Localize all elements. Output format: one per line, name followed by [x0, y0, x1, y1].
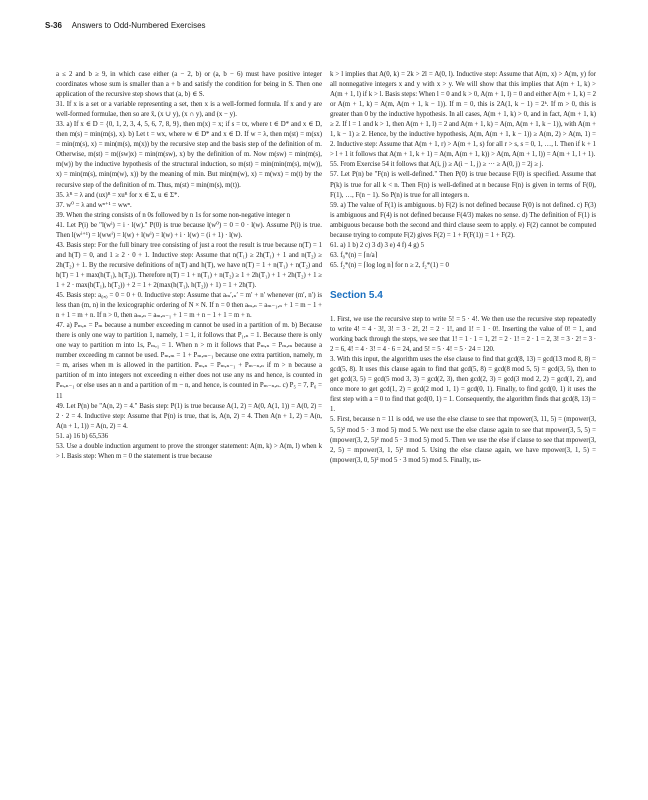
answer-53-cont: k > l implies that A(0, k) = 2k > 2l = A(0, l). Inductive step: Assume that A(m, x) > A(m, y) for all nonnegative integers x and y with x > y. We will show that this implies that A(m + 1, k) > A(m + 1, l) if k > l. Basis steps: When l = 0 and k > 0, A(m + 1, l) = 0 and either A(m + 1, k) = 2 or A(m + 1, k) = A(m, A(m + 1, k − 1)). If m = 0, this is 2A(1, k − 1) = 2ᵏ. If m > 0, this is greater than 0 by the inductive hypothesis. In all cases, A(m + 1, k) > 0, and in fact, A(m + 1, k) ≥ 2. If l = 1 and k > 1, then A(m + 1, l) = 2 and A(m + 1, k) = A(m, A(m + 1, k − 1)), with A(m + 1, k − 1) ≥ 2. Hence, by the inductive hypothesis, A(m, A(m + 1, k − 1)) ≥ A(m, 2) > A(m, 1) = 2. Inductive step: Assume that A(m + 1, r) > A(m + 1, s) for all r > s, s = 0, 1, …, l. Then if k + 1 > l + 1 it follows that A(m + 1, k + 1) = A(m, A(m + 1, k)) > A(m, A(m + 1, l)) = A(m + 1, l + 1). — [330, 71, 596, 159]
answer-49: 49. Let P(n) be "A(n, 2) = 4." Basis step: P(1) is true because A(1, 2) = A(0, A(1, 1)) = A(0, 2) = 2 · 2 = 4. Inductive step: Assume that P(n) is true, that is, A(n, 2) = 4. Then A(n + 1, 2) = A(n, A(n + 1, 1)) = A(n, 2) = 4. — [56, 402, 322, 430]
answer-31: 31. If x is a set or a variable representing a set, then x is a well-formed formula. If x and y are well-formed formulae, then so are x̄, (x ∪ y), (x ∩ y), and (x − y). — [56, 101, 322, 119]
answer-43: 43. Basis step: For the full binary tree consisting of just a root the result is true because n(T) = 1 and h(T) = 0, and 1 ≥ 2 · 0 + 1. Inductive step: Assume that n(T₁) ≥ 2h(T₁) + 1 and n(T₂) ≥ 2h(T₂) + 1. By the recursive definitions of n(T) and h(T), we have n(T) = 1 + n(T₁) + n(T₂) and h(T) = 1 + max(h(T₁), h(T₂)). Therefore n(T) = 1 + n(T₁) + n(T₂) ≥ 1 + 2h(T₁) + 1 + 2h(T₂) + 1 ≥ 1 + 2 · max(h(T₁), h(T₂)) + 2 = 1 + 2(max(h(T₁), h(T₂)) + 1) = 1 + 2h(T). — [56, 241, 322, 289]
answer-63: 63. f₀*(n) = ⌈n/a⌉ — [330, 251, 378, 259]
right-column — [330, 70, 596, 466]
answer-59: 59. a) The value of F(1) is ambiguous. b) F(2) is not defined because F(0) is not defined. c) F(3) is ambiguous and F(4) is not defined because F(4/3) makes no sense. d) The definition of F(1) is ambiguous because both the second and third clause seem to apply. e) F(2) cannot be computed because trying to compute F(2) gives F(2) = 1 + F(F(1)) = 1 + F(2). — [330, 201, 596, 239]
answer-51: 51. a) 16 b) 65,536 — [56, 432, 109, 440]
answer-47: 47. a) Pₘ,ₙ = Pₘ because a number exceeding m cannot be used in a partition of m. b) Because there is only one way to partition 1, namely, 1 = 1, it follows that P₁,ₙ = 1. Because there is only one way to partition m into 1s, Pₘ,₁ = 1. When n > m it follows that Pₘ,ₙ = Pₘ,ₘ because a number exceeding m cannot be used. Pₘ,ₘ = 1 + Pₘ,ₘ₋₁ because one extra partition, namely, m = m, arises when m is allowed in the partition. Pₘ,ₙ = Pₘ,ₙ₋₁ + Pₘ₋ₙ,ₙ if m > n because a partition of m into integers not exceeding n either does not use any ns and hence, is counted in Pₘ,ₙ₋₁ or else uses an n and a partition of m − n, and hence, is counted in Pₘ₋ₙ,ₙ. c) P₅ = 7, P₆ = 11 — [56, 322, 322, 400]
answer-41: 41. Let P(i) be "l(wⁱ) = i · l(w)." P(0) is true because l(w⁰) = 0 = 0 · l(w). Assume P(i) is true. Then l(wⁱ⁺¹) = l(wwⁱ) = l(w) + l(wⁱ) = l(w) + i · l(w) = (i + 1) · l(w). — [56, 221, 322, 239]
answer-39: 39. When the string consists of n 0s followed by n 1s for some non-negative integer n — [56, 211, 291, 219]
answer-37: 37. w⁰ = λ and wⁿ⁺¹ = wwⁿ. — [56, 201, 132, 209]
page-number: S-36 — [45, 21, 62, 30]
answer-65: 65. f₂*(n) = ⌈log log n⌉ for n ≥ 2, f₂*(1) = 0 — [330, 261, 449, 269]
page-header — [45, 21, 206, 30]
section-answer-5: 5. First, because n = 11 is odd, we use the else clause to see that mpower(3, 11, 5) = (mpower(3, 5, 5)² mod 5 · 3 mod 5) mod 5. We next use the else clause again to see that mpower(3, 5, 5) = (mpower(3, 2, 5)² mod 5 · 3 mod 5) mod 5. Then we use the else if clause to see that mpower(3, 2, 5) = mpower(3, 1, 5)² mod 5. Using the else clause again, we have mpower(3, 1, 5) = (mpower(3, 0, 5)² mod 5 · 3 mod 5) mod 5. Finally, us- — [330, 416, 596, 464]
answer-paragraph: a ≤ 2 and b ≥ 9, in which case either (a − 2, b) or (a, b − 6) must have positive integer coordinates whose sum is smaller than a + b and satisfy the condition for being in S. Then one application of the recursive step shows that (a, b) ∈ S. — [56, 71, 322, 99]
answer-45: 45. Basis step: a₀,₀ = 0 = 0 + 0. Inductive step: Assume that aₘ′,ₙ′ = m′ + n′ whenever (m′, n′) is less than (m, n) in the lexicographic ordering of N × N. If n = 0 then aₘ,ₙ = aₘ₋₁,ₙ + 1 = m − 1 + n + 1 = m + n. If n > 0, then aₘ,ₙ = aₘ,ₙ₋₁ + 1 = m + n − 1 + 1 = m + n. — [56, 292, 322, 320]
section-heading: Section 5.4 — [330, 289, 383, 301]
left-column — [56, 70, 322, 462]
answer-35: 35. λᴿ = λ and (ux)ᴿ = xuᴿ for x ∈ Σ, u ∈ Σ*. — [56, 191, 180, 199]
answer-55: 55. From Exercise 54 it follows that A(i, j) ≥ A(i − 1, j) ≥ ··· ≥ A(0, j) = 2j ≥ j. — [330, 161, 544, 169]
answer-53: 53. Use a double induction argument to prove the stronger statement: A(m, k) > A(m, l) when k > l. Basis step: When m = 0 the statement is true because — [56, 442, 322, 460]
section-answer-1: 1. First, we use the recursive step to write 5! = 5 · 4!. We then use the recursive step repeatedly to write 4! = 4 · 3!, 3! = 3 · 2!, 2! = 2 · 1!, and 1! = 1 · 0!. Inserting the value of 0! = 1, and working back through the steps, we see that 1! = 1 · 1 = 1, 2! = 2 · 1! = 2 · 1 = 2, 3! = 3 · 2! = 3 · 2 = 6, 4! = 4 · 3! = 4 · 6 = 24, and 5! = 5 · 4! = 5 · 24 = 120. — [330, 315, 596, 354]
section-answer-3: 3. With this input, the algorithm uses the else clause to find that gcd(8, 13) = gcd(13 mod 8, 8) = gcd(5, 8). It uses this clause again to find that gcd(5, 8) = gcd(8 mod 5, 5) = gcd(3, 5), then to get gcd(3, 5) = gcd(5 mod 3, 3) = gcd(2, 3), then gcd(2, 3) = gcd(3 mod 2, 2) = gcd(1, 2), and once more to get gcd(1, 2) = gcd(2 mod 1, 1) = gcd(0, 1). Finally, to find gcd(0, 1) it uses the first step with a = 0 to find that gcd(0, 1) = 1. Consequently, the algorithm finds that gcd(8, 13) = 1. — [330, 356, 596, 414]
running-title: Answers to Odd-Numbered Exercises — [71, 21, 206, 30]
answer-57: 57. Let P(n) be "F(n) is well-defined." Then P(0) is true because F(0) is specified. Assume that P(k) is true for all k < n. Then F(n) is well-defined at n because F(n) is given in terms of F(0), F(1), …, F(n − 1). So P(n) is true for all integers n. — [330, 171, 596, 199]
answer-61: 61. a) 1 b) 2 c) 3 d) 3 e) 4 f) 4 g) 5 — [330, 241, 425, 249]
answer-33: 33. a) If x ∈ D = {0, 1, 2, 3, 4, 5, 6, 7, 8, 9}, then m(x) = x; if s = tx, where t ∈ D* and x ∈ D, then m(s) = min(m(s), x). b) Let t = wx, where w ∈ D* and x ∈ D. If w = λ, then m(st) = m(sx) = min(m(s), x) = min(m(s), m(x)) by the recursive step and the basis step of the definition of m. Otherwise, m(st) = m((sw)x) = min(m(sw), x) by the definition of m. Now m(sw) = min(m(s), m(w)) by the inductive hypothesis of the structural induction, so m(st) = min(min(m(s), m(w)), x) = min(m(s), min(m(w), x)) by the meaning of min. But min(m(w), x) = m(wx) = m(t) by the recursive step of the definition of m. Thus, m(st) = min(m(s), m(t)). — [56, 121, 322, 189]
